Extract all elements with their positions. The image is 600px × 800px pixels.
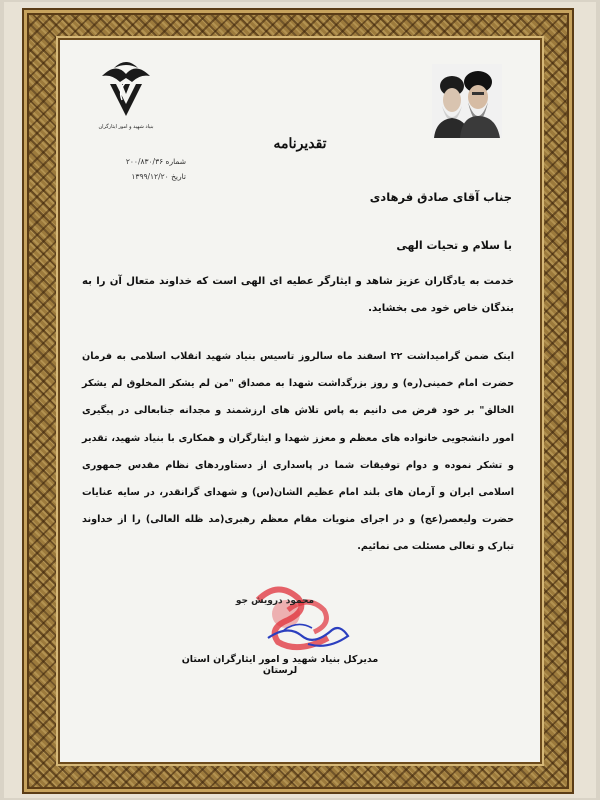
recipient-name: جناب آقای صادق فرهادی [369,190,512,204]
paragraph-body: اینک ضمن گرامیداشت ۲۲ اسفند ماه سالروز تاسیس بنیاد شهید انقلاب اسلامی به فرمان حضرت امام خمینی(ره) و روز بزرگداشت شهدا به مصداق "من لم یشکر المخلوق لم یشکر الخالق" بر خود فرض می دانیم به پاس تلاش های ارزشمند و مجدانه جنابعالی در پیگیری امور دانشجویی خانواده های معظم و معزز شهدا و ایثارگران و همکاری با بنیاد شهید، تقدیر و تشکر نموده و دوام توفیقات شما در پاسداری از دستاوردهای نظام مقدس جمهوری اسلامی ایران و آرمان های بلند امام عظیم الشان(س) و شهدای گرانقدر، در سایه عنایات حضرت ولیعصر(عج) و در اجرای منویات مقام معظم رهبری(مد ظله العالی) را از خداوند تبارک و تعالی مسئلت می نمائیم. [82,351,514,553]
number-value: ۲۰۰/۸۳۰/۳۶ [125,157,164,166]
certificate-body [60,40,540,762]
signatory-name: محمود درویش جو [235,596,315,606]
martyr-foundation-logo-icon [96,54,156,126]
signature-stamp-icon [228,580,368,660]
page-title: تقدیرنامه [273,136,327,152]
date-row [96,172,186,181]
signatory-title: مدیرکل بنیاد شهید و امور ایثارگران استان لرستان [181,654,379,676]
leaders-portrait [432,64,502,138]
portrait-image-icon [432,64,502,138]
salutation: با سلام و تحیات الهی [396,239,512,252]
date-label: تاریخ [171,172,186,181]
number-label: شماره [165,157,186,166]
date-value: ۱۳۹۹/۱۲/۲۰ [131,172,169,181]
paragraph-intro: خدمت به یادگاران عزیز شاهد و ایثارگر عطیه ای الهی است که خداوند متعال آن را به بندگان خاص خود می بخشاید. [82,276,514,314]
document-meta [96,157,186,187]
number-row [96,157,186,166]
logo-caption: بنیاد شهید و امور ایثارگران [98,124,154,130]
